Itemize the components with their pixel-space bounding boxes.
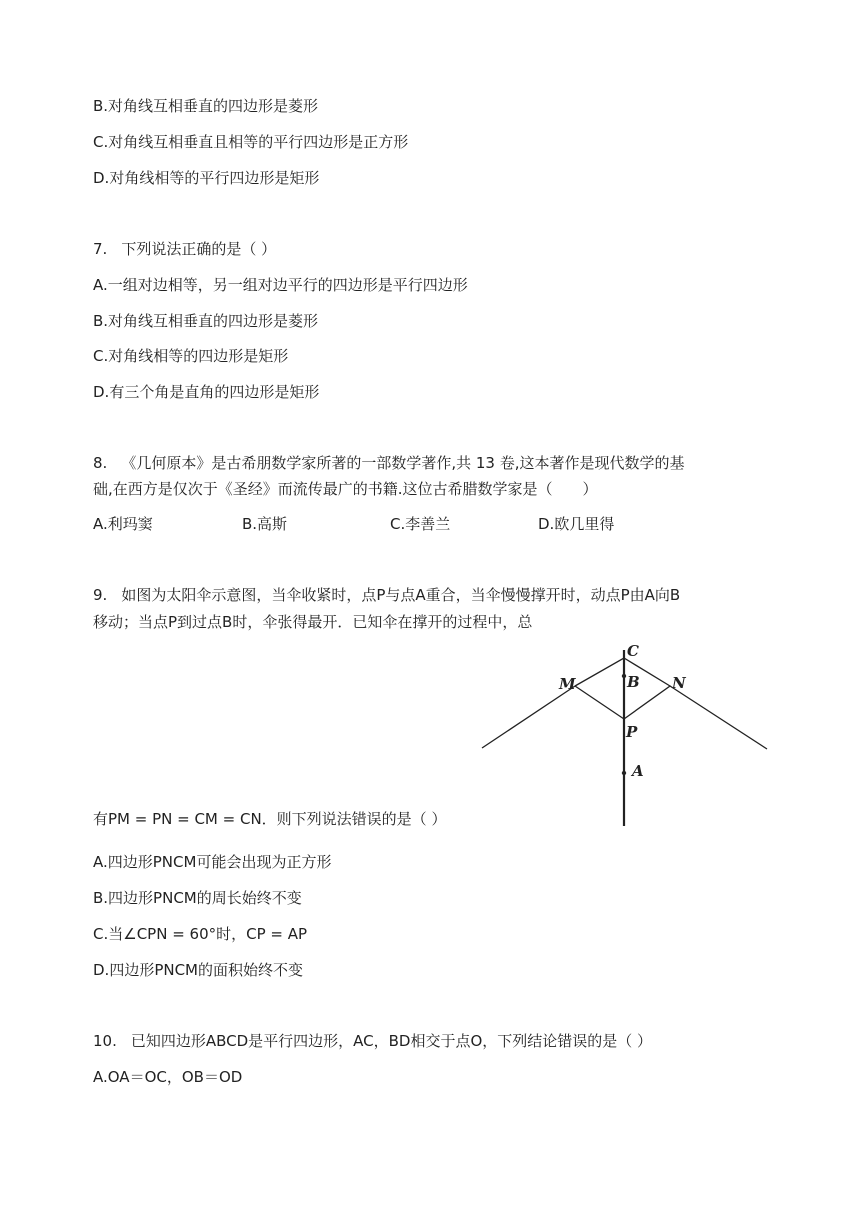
q10-number: 10. <box>93 1032 117 1050</box>
q9-number: 9. <box>93 586 108 604</box>
q10-option-a: A.OA＝OC，OB＝OD <box>93 1068 243 1086</box>
q7-option-b: B.对角线互相垂直的四边形是菱形 <box>93 312 319 330</box>
q9-option-a: A.四边形PNCM可能会出现为正方形 <box>93 853 332 871</box>
q8-option-a: A.利玛窦 <box>93 515 153 533</box>
q8-option-d: D.欧几里得 <box>538 515 615 533</box>
point-a <box>622 771 626 775</box>
q8-stem-line1 <box>93 453 684 473</box>
q6-option-b: B.对角线互相垂直的四边形是菱形 <box>93 97 319 115</box>
q7-stem <box>93 239 276 259</box>
q9-option-b: B.四边形PNCM的周长始终不变 <box>93 889 302 907</box>
q7-stem-text: 下列说法正确的是（ ） <box>121 240 277 258</box>
q8-number: 8. <box>93 454 108 472</box>
right-rib <box>670 686 767 749</box>
q6-option-c: C.对角线互相垂直且相等的平行四边形是正方形 <box>93 133 409 151</box>
q9-option-c: C.当∠CPN = 60°时，CP = AP <box>93 925 308 943</box>
q7-option-a: A.一组对边相等，另一组对边平行的四边形是平行四边形 <box>93 276 468 294</box>
q9-stem-line3: 有PM = PN = CM = CN．则下列说法错误的是（ ） <box>93 810 447 828</box>
q8-stem-text: 《几何原本》是古希朋数学家所著的一部数学著作,共 13 卷,这本著作是现代数学的基 <box>121 454 685 472</box>
label-p: P <box>626 723 638 741</box>
q7-option-c: C.对角线相等的四边形是矩形 <box>93 347 289 365</box>
rhombus-pncm <box>575 658 670 719</box>
label-a: A <box>632 762 644 780</box>
q6-option-d: D.对角线相等的平行四边形是矩形 <box>93 169 320 187</box>
label-m: M <box>559 675 576 693</box>
q10-stem <box>93 1031 652 1051</box>
label-b: B <box>627 673 640 691</box>
q8-options <box>0 514 860 534</box>
q9-option-d: D.四边形PNCM的面积始终不变 <box>93 961 304 979</box>
left-rib <box>482 686 575 748</box>
q10-stem-text: 已知四边形ABCD是平行四边形，AC，BD相交于点O，下列结论错误的是（ ） <box>130 1032 653 1050</box>
q7-number: 7. <box>93 240 108 258</box>
q9-stem-text: 如图为太阳伞示意图，当伞收紧时，点P与点A重合，当伞慢慢撑开时，动点P由A向B <box>121 586 681 604</box>
umbrella-figure <box>478 640 778 830</box>
q7-option-d: D.有三个角是直角的四边形是矩形 <box>93 383 320 401</box>
q8-stem-line2: 础,在西方是仅次于《圣经》而流传最广的书籍.这位古希腊数学家是（ ） <box>93 480 598 498</box>
point-b <box>622 674 626 678</box>
label-c: C <box>627 642 639 660</box>
q8-option-c: C.李善兰 <box>390 515 451 533</box>
label-n: N <box>672 674 686 692</box>
q8-option-b: B.高斯 <box>242 515 288 533</box>
q9-stem-line2: 移动；当点P到过点B时，伞张得最开．已知伞在撑开的过程中，总 <box>93 613 533 631</box>
q9-stem-line1 <box>93 585 680 605</box>
